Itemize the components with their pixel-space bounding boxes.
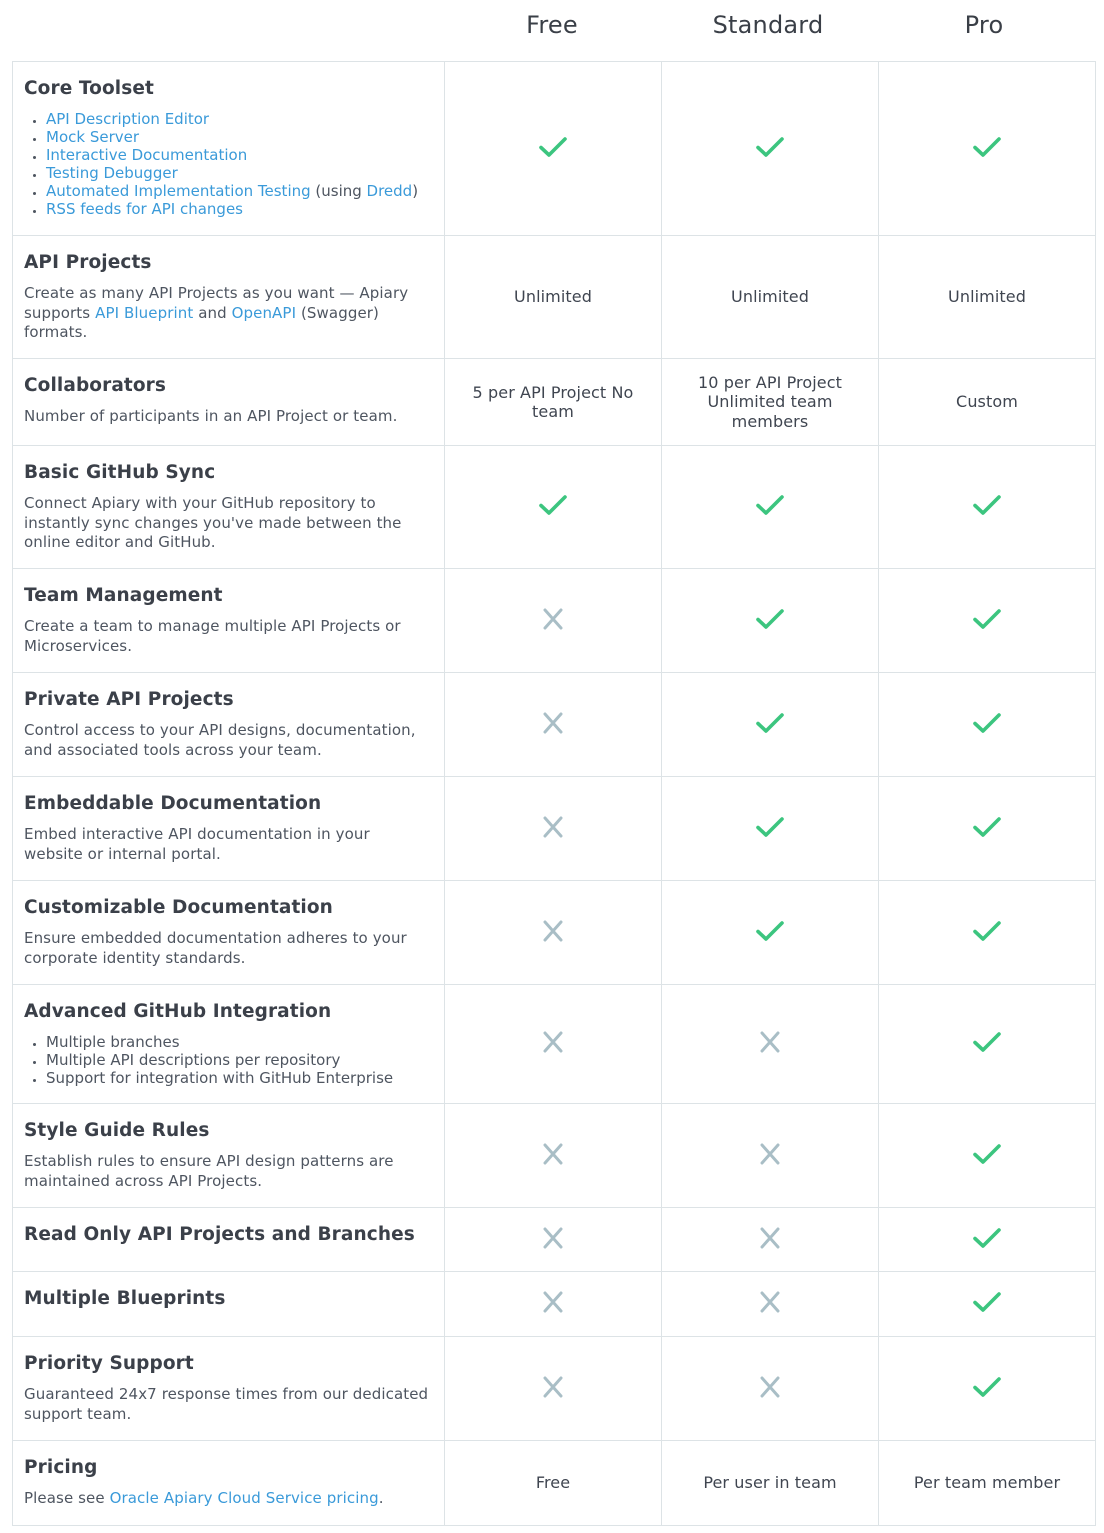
feature-row-team-management [13,569,1096,673]
free-value-cell [445,569,662,673]
openapi-link[interactable]: OpenAPI [231,303,297,322]
mock-server-link[interactable]: Mock Server [46,128,140,146]
standard-value-cell [662,62,879,236]
api-blueprint-link[interactable]: API Blueprint [95,303,194,322]
free-value-cell [445,777,662,881]
text-segment: Create as many API Projects as you want — Apiary supports [24,284,409,322]
standard-value-cell [662,1272,879,1337]
text-segment: . [378,1489,384,1507]
checkmark-icon [972,711,1002,739]
feature-row-pricing [13,1441,1096,1526]
list-item [46,1033,433,1051]
feature-row-multiple-blueprints [13,1272,1096,1337]
free-value-cell [445,673,662,777]
feature-row-collaborators [13,359,1096,446]
checkmark-icon [972,607,1002,635]
pro-value-cell [879,62,1096,236]
feature-cell [13,985,445,1104]
cross-icon [538,919,568,947]
feature-description [24,721,433,760]
cross-icon [538,1290,568,1318]
pro-value-cell [879,1104,1096,1208]
checkmark-icon [755,493,785,521]
testing-debugger-link[interactable]: Testing Debugger [46,164,178,182]
feature-row-basic-github-sync [13,446,1096,569]
checkmark-icon [972,135,1002,163]
cross-icon [538,711,568,739]
text-segment: and [193,303,232,322]
feature-description [24,284,433,343]
feature-bullet-list [24,110,433,218]
plan-value-text: 5 per API Project No team [472,382,634,421]
checkmark-icon [972,1030,1002,1058]
feature-cell [13,673,445,777]
feature-title: Customizable Documentation [24,897,333,918]
plan-pro-heading: Pro [964,11,1004,39]
standard-value-cell [662,1104,879,1208]
standard-value-cell [662,569,879,673]
automated-implementation-testing-link[interactable]: Automated Implementation Testing [46,182,311,200]
plan-free-heading: Free [526,11,578,39]
feature-title: Multiple Blueprints [24,1288,226,1309]
interactive-documentation-link[interactable]: Interactive Documentation [46,146,248,164]
text-segment: Create a team to manage multiple API Projects or Microservices. [24,617,401,655]
checkmark-icon [972,1290,1002,1318]
free-value-cell [445,236,662,359]
pro-value-cell [879,1441,1096,1526]
feature-cell [13,569,445,673]
feature-title: Style Guide Rules [24,1120,210,1141]
pro-value-cell [879,236,1096,359]
feature-cell [13,446,445,569]
checkmark-icon [755,815,785,843]
feature-row-embeddable-documentation [13,777,1096,881]
text-segment: Connect Apiary with your GitHub repository to instantly sync changes you've made between the online editor and GitHub. [24,494,402,551]
standard-value-cell [662,359,879,446]
feature-title: Pricing [24,1457,98,1478]
cross-icon [755,1030,785,1058]
standard-value-cell [662,446,879,569]
feature-description [24,1385,433,1424]
list-item [46,128,433,146]
feature-row-style-guide-rules [13,1104,1096,1208]
pro-value-cell [879,446,1096,569]
feature-title: API Projects [24,252,152,273]
list-item [46,1069,433,1087]
list-item [46,164,433,182]
feature-description [24,407,433,427]
checkmark-icon [755,135,785,163]
feature-title: Private API Projects [24,689,234,710]
standard-value-cell [662,881,879,985]
plan-value-text: Unlimited [514,287,592,307]
free-value-cell [445,1337,662,1441]
cross-icon [538,1375,568,1403]
checkmark-icon [972,815,1002,843]
checkmark-icon [538,135,568,163]
pro-value-cell [879,777,1096,881]
feature-row-api-projects [13,236,1096,359]
standard-value-cell [662,673,879,777]
standard-value-cell [662,1337,879,1441]
checkmark-icon [972,1226,1002,1254]
list-item [46,182,433,200]
text-segment: Multiple branches [46,1033,180,1051]
feature-comparison-table [12,61,1096,1526]
checkmark-icon [755,607,785,635]
standard-value-cell [662,985,879,1104]
feature-description [24,929,433,968]
pro-value-cell [879,569,1096,673]
text-segment: Control access to your API designs, documentation, and associated tools across your team. [24,721,416,759]
feature-description [24,1489,433,1509]
text-segment: Multiple API descriptions per repository [46,1051,341,1069]
list-item [46,1051,433,1069]
free-value-cell [445,359,662,446]
feature-row-customizable-documentation [13,881,1096,985]
text-segment: Ensure embedded documentation adheres to your corporate identity standards. [24,929,407,967]
text-segment: Support for integration with GitHub Enterprise [46,1069,394,1087]
feature-title: Embeddable Documentation [24,793,322,814]
cross-icon [538,1226,568,1254]
text-segment: Guaranteed 24x7 response times from our dedicated support team. [24,1385,429,1423]
checkmark-icon [972,493,1002,521]
cross-icon [755,1142,785,1170]
cross-icon [538,1030,568,1058]
feature-description [24,1152,433,1191]
text-segment: Number of participants in an API Project or team. [24,407,398,425]
plans-header [0,0,1104,62]
checkmark-icon [972,1375,1002,1403]
text-segment: Please see [24,1489,110,1507]
feature-description [24,494,433,553]
checkmark-icon [755,919,785,947]
text-segment: (using [310,182,367,200]
feature-cell [13,62,445,236]
feature-cell [13,1272,445,1337]
feature-row-read-only-api-projects-and-branches [13,1208,1096,1272]
text-segment: Establish rules to ensure API design patterns are maintained across API Projects. [24,1152,394,1190]
free-value-cell [445,1441,662,1526]
pro-value-cell [879,1272,1096,1337]
text-segment: (Swagger) formats. [24,303,379,341]
plan-value-text: Custom [956,392,1018,412]
plan-value-text: Unlimited [731,287,809,307]
feature-title: Priority Support [24,1353,194,1374]
feature-cell [13,359,445,446]
standard-value-cell [662,777,879,881]
feature-row-priority-support [13,1337,1096,1441]
text-segment: Embed interactive API documentation in your website or internal portal. [24,825,370,863]
plan-value-text: Unlimited [948,287,1026,307]
free-value-cell [445,446,662,569]
free-value-cell [445,62,662,236]
feature-cell [13,881,445,985]
feature-bullet-list [24,1033,433,1087]
feature-row-advanced-github-integration [13,985,1096,1104]
checkmark-icon [972,1142,1002,1170]
cross-icon [755,1226,785,1254]
feature-cell [13,1208,445,1272]
pro-value-cell [879,359,1096,446]
feature-title: Basic GitHub Sync [24,462,216,483]
rss-feeds-for-api-changes-link[interactable]: RSS feeds for API changes [46,200,243,218]
dredd-link[interactable]: Dredd [366,182,413,200]
list-item [46,146,433,164]
plan-value-text: Per team member [913,1473,1061,1493]
feature-cell [13,1441,445,1526]
feature-description [24,825,433,864]
text-segment: ) [412,182,419,200]
free-value-cell [445,1208,662,1272]
feature-cell [13,236,445,359]
free-value-cell [445,985,662,1104]
feature-title: Read Only API Projects and Branches [24,1224,415,1245]
standard-value-cell [662,1441,879,1526]
plan-standard-heading: Standard [712,11,824,39]
feature-row-private-api-projects [13,673,1096,777]
pro-value-cell [879,1337,1096,1441]
free-value-cell [445,1104,662,1208]
list-item [46,110,433,128]
feature-title: Advanced GitHub Integration [24,1001,332,1022]
cross-icon [538,607,568,635]
plan-value-text: Per user in team [703,1473,837,1493]
api-description-editor-link[interactable]: API Description Editor [46,110,210,128]
cross-icon [755,1290,785,1318]
plan-value-text: 10 per API Project Unlimited team members [697,372,843,431]
checkmark-icon [755,711,785,739]
feature-description [24,617,433,656]
pro-value-cell [879,673,1096,777]
oracle-apiary-cloud-service-pricing-link[interactable]: Oracle Apiary Cloud Service pricing [109,1489,379,1507]
feature-title: Core Toolset [24,78,154,99]
cross-icon [538,815,568,843]
feature-title: Collaborators [24,375,167,396]
pro-value-cell [879,985,1096,1104]
feature-cell [13,1104,445,1208]
free-value-cell [445,881,662,985]
cross-icon [538,1142,568,1170]
pro-value-cell [879,881,1096,985]
checkmark-icon [538,493,568,521]
feature-title: Team Management [24,585,223,606]
standard-value-cell [662,1208,879,1272]
plan-value-text: Free [535,1473,571,1493]
free-value-cell [445,1272,662,1337]
list-item [46,200,433,218]
feature-cell [13,777,445,881]
cross-icon [755,1375,785,1403]
feature-row-core-toolset [13,62,1096,236]
checkmark-icon [972,919,1002,947]
standard-value-cell [662,236,879,359]
pro-value-cell [879,1208,1096,1272]
feature-cell [13,1337,445,1441]
